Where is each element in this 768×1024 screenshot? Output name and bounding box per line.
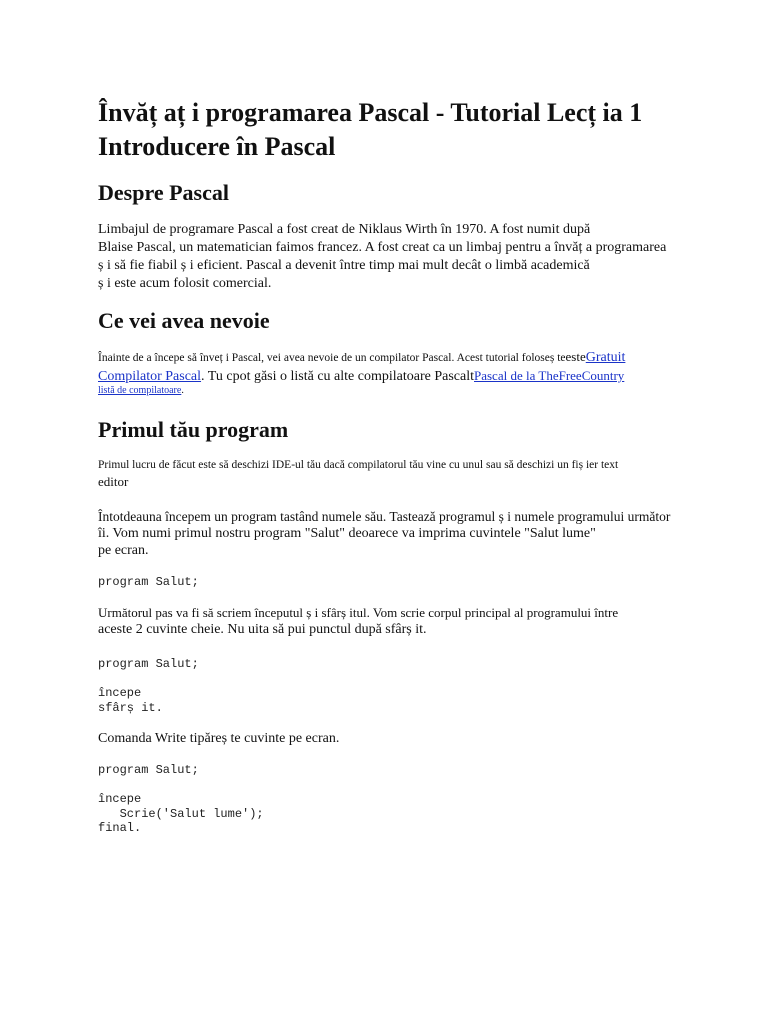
paragraph-primul-lucru [98,457,718,491]
text-line: Blaise Pascal, un matematician faimos francez. A fost creat ca un limbaj pentru a învăț a programarea [98,240,667,255]
text-line: aceste 2 cuvinte cheie. Nu uita să pui punctul după sfârș it. [98,622,427,637]
text-line: Întotdeauna începem un program tastând numele său. Tastează programul ș i numele programului următor [98,509,671,524]
link-compilator-pascal[interactable]: Compilator Pascal [98,369,202,384]
paragraph-comanda-write: Comanda Write tipăreș te cuvinte pe ecran. [98,731,340,746]
paragraph-intotdeauna [98,508,718,559]
paragraph-nevoie [98,348,718,397]
text-line: pe ecran. [98,543,149,558]
code-block-3: program Salut; începe Scrie('Salut lume'); final. [98,763,264,835]
text-line: Limbajul de programare Pascal a fost creat de Niklaus Wirth în 1970. A fost numit după [98,222,591,237]
heading-primul-program: Primul tău program [98,417,289,442]
code-block-2: program Salut; începe sfârș it. [98,657,199,715]
text-span: este [565,349,586,364]
paragraph-despre [98,221,666,293]
text-line: Următorul pas va fi să scriem începutul ș i sfârș itul. Vom scrie corpul principal al programului între [98,605,619,620]
link-lista-compilatoare[interactable]: listă de compilatoare [98,385,182,396]
heading-ce-vei-avea-nevoie: Ce vei avea nevoie [98,308,270,333]
text-line: ș i să fie fiabil ș i eficient. Pascal a devenit între timp mai mult decât o limbă academică [98,258,590,273]
text-span: . Tu cpot găsi o listă cu alte compilatoare Pascalt [201,369,474,384]
code-block-1: program Salut; [98,575,199,589]
title-line-2: Introducere în Pascal [98,132,336,161]
link-thefreecountry[interactable]: Pascal de la TheFreeCountry [474,368,625,383]
text-line: ș i este acum folosit comercial. [98,276,272,291]
text-line: îi. Vom numi primul nostru program "Salut" deoarece va imprima cuvintele "Salut lume" [98,526,596,541]
title-line-1: Învăț aț i programarea Pascal - Tutorial Lecț ia 1 [98,98,643,127]
text-span: . [181,385,184,396]
paragraph-urmatorul-pas [98,604,718,638]
heading-despre-pascal: Despre Pascal [98,180,229,205]
link-gratuit[interactable]: Gratuit [585,350,626,365]
text-line: Primul lucru de făcut este să deschizi IDE-ul tău dacă compilatorul tău vine cu unul sau să deschizi un fiș ier text [98,459,619,471]
page-title [98,96,642,164]
text-span: Înainte de a începe să înveț i Pascal, vei avea nevoie de un compilator Pascal. Acest tutorial foloseș te [98,352,566,364]
text-line: editor [98,474,129,489]
